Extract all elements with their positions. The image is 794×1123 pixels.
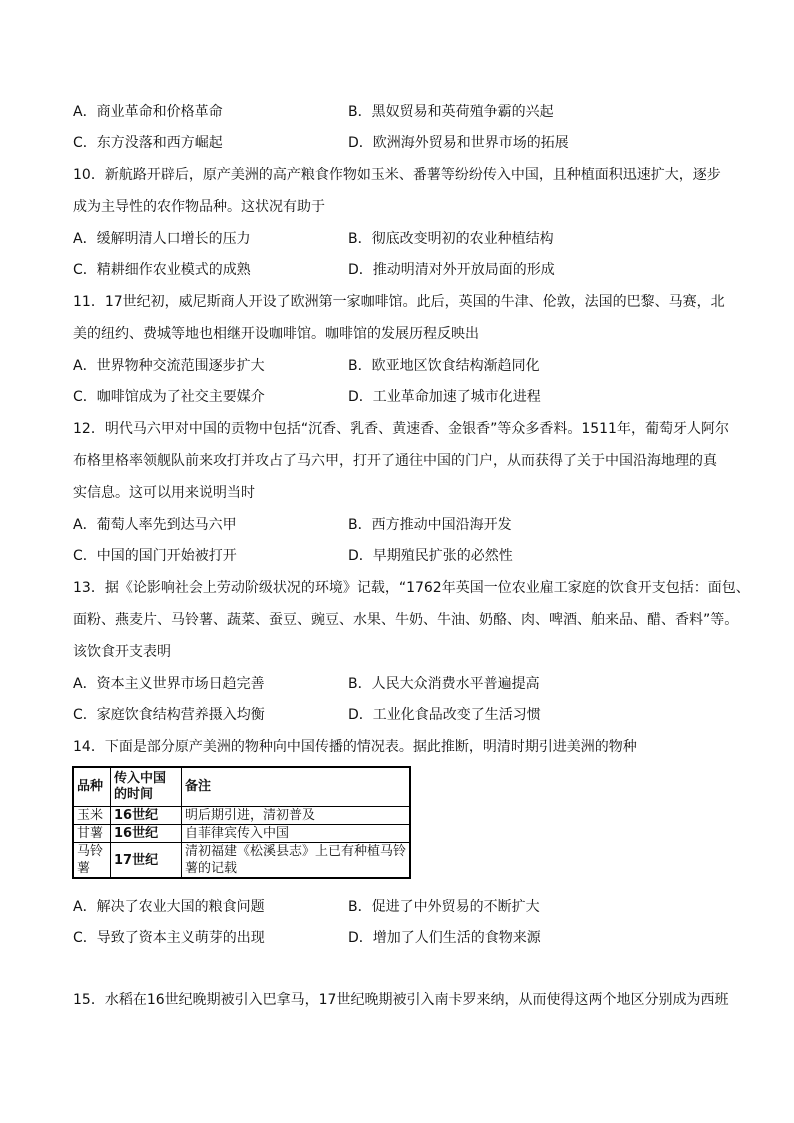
table-cell-notes: 明后期引进，清初普及: [182, 807, 411, 825]
q13-option-c: C．家庭饮食结构营养摄入均衡: [73, 707, 265, 723]
q13-stem-line-2: 面粉、燕麦片、马铃薯、蔬菜、蚕豆、豌豆、水果、牛奶、牛油、奶酪、肉、啤酒、舶来品、醋、香料”等。: [73, 612, 739, 628]
q12-stem-line-3: 实信息。这可以用来说明当时: [73, 485, 255, 501]
q11-option-b: B．欧亚地区饮食结构渐趋同化: [348, 358, 540, 374]
q10-option-c: C．精耕细作农业模式的成熟: [73, 262, 251, 278]
q9-option-a: A．商业革命和价格革命: [73, 104, 223, 120]
q9-option-b: B．黑奴贸易和英荷殖争霸的兴起: [348, 104, 554, 120]
q11-option-a: A．世界物种交流范围逐步扩大: [73, 358, 265, 374]
table-cell-notes: 清初福建《松溪县志》上已有种植马铃薯的记载: [182, 843, 411, 879]
table-row: [73, 825, 410, 843]
q10-option-a: A．缓解明清人口增长的压力: [73, 231, 251, 247]
table-header-time: 传入中国的时间: [111, 767, 182, 807]
q12-option-b: B．西方推动中国沿海开发: [348, 517, 512, 533]
q13-option-b: B．人民大众消费水平普遍提高: [348, 676, 540, 692]
table-header-row: [73, 767, 410, 807]
q13-option-d: D．工业化食品改变了生活习惯: [348, 707, 541, 723]
table-cell-notes: 自菲律宾传入中国: [182, 825, 411, 843]
table-cell-species: 甘薯: [73, 825, 111, 843]
q10-stem-line-1: 10．新航路开辟后，原产美洲的高产粮食作物如玉米、番薯等纷纷传入中国，且种植面积迅速扩大，逐步: [73, 167, 721, 183]
q13-stem-line-1: 13．据《论影响社会上劳动阶级状况的环境》记载，“1762年英国一位农业雇工家庭的饮食开支包括：面包、: [73, 580, 750, 596]
q9-option-d: D．欧洲海外贸易和世界市场的拓展: [348, 135, 569, 151]
q11-stem-line-2: 美的纽约、费城等地也相继开设咖啡馆。咖啡馆的发展历程反映出: [73, 326, 479, 342]
table-cell-species: 马铃薯: [73, 843, 111, 879]
table-cell-species: 玉米: [73, 807, 111, 825]
table-header-species: 品种: [73, 767, 111, 807]
table-header-notes: 备注: [182, 767, 411, 807]
q9-option-c: C．东方没落和西方崛起: [73, 135, 223, 151]
q10-option-d: D．推动明清对外开放局面的形成: [348, 262, 555, 278]
q11-option-c: C．咖啡馆成为了社交主要媒介: [73, 389, 265, 405]
table-cell-time: 17世纪: [111, 843, 182, 879]
table-row: [73, 843, 410, 879]
q13-option-a: A．资本主义世界市场日趋完善: [73, 676, 265, 692]
q14-option-a: A．解决了农业大国的粮食问题: [73, 899, 265, 915]
table-cell-time: 16世纪: [111, 807, 182, 825]
q10-option-b: B．彻底改变明初的农业种植结构: [348, 231, 554, 247]
q12-stem-line-1: 12．明代马六甲对中国的贡物中包括“沉香、乳香、黄速香、金银香”等众多香料。1511年，葡萄牙人阿尔: [73, 421, 729, 437]
q13-stem-line-3: 该饮食开支表明: [73, 644, 171, 660]
q11-option-d: D．工业革命加速了城市化进程: [348, 389, 541, 405]
q14-option-d: D．增加了人们生活的食物来源: [348, 930, 541, 946]
q11-stem-line-1: 11．17世纪初，威尼斯商人开设了欧洲第一家咖啡馆。此后，英国的牛津、伦敦，法国的巴黎、马赛，北: [73, 294, 725, 310]
table-row: [73, 807, 410, 825]
q12-stem-line-2: 布格里格率领舰队前来攻打并攻占了马六甲，打开了通往中国的门户，从而获得了关于中国沿海地理的真: [73, 453, 717, 469]
q14-option-b: B．促进了中外贸易的不断扩大: [348, 899, 540, 915]
table-cell-time: 16世纪: [111, 825, 182, 843]
q12-option-d: D．早期殖民扩张的必然性: [348, 548, 513, 564]
q12-option-c: C．中国的国门开始被打开: [73, 548, 237, 564]
species-table: [72, 766, 411, 879]
q10-stem-line-2: 成为主导性的农作物品种。这状况有助于: [73, 199, 325, 215]
q14-stem: 14．下面是部分原产美洲的物种向中国传播的情况表。据此推断，明清时期引进美洲的物种: [73, 739, 637, 755]
q14-option-c: C．导致了资本主义萌芽的出现: [73, 930, 265, 946]
q12-option-a: A．葡萄人率先到达马六甲: [73, 517, 237, 533]
q15-stem: 15．水稻在16世纪晚期被引入巴拿马，17世纪晚期被引入南卡罗来纳，从而使得这两个地区分别成为西班: [73, 992, 729, 1008]
